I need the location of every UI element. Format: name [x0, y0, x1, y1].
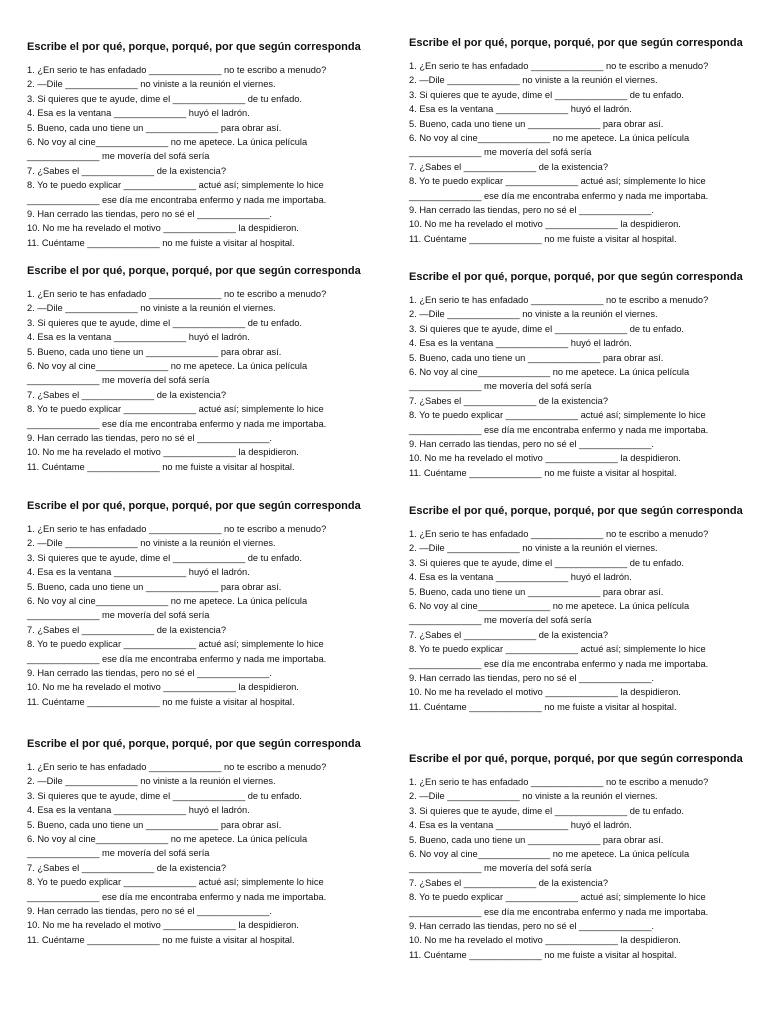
sentence-line: 10. No me ha revelado el motivo ______________ la despidieron. [409, 453, 681, 464]
exercise-block [27, 264, 377, 474]
sentence-line: ______________ ese día me encontraba enfermo y nada me importaba. [409, 190, 709, 201]
sentence-line: 5. Bueno, cada uno tiene un ______________ para obrar así. [27, 346, 282, 357]
sentence-line: ______________ ese día me encontraba enfermo y nada me importaba. [27, 418, 327, 429]
sentence-line: 6. No voy al cine______________ no me apetece. La única película [27, 834, 308, 845]
sentence-line: 5. Bueno, cada uno tiene un ______________ para obrar así. [409, 586, 664, 597]
sentence-line: 10. No me ha revelado el motivo ______________ la despidieron. [27, 920, 299, 931]
sentence-line: 8. Yo te puedo explicar ______________ actué así; simplemente lo hice [27, 404, 324, 415]
sentence-line: 1. ¿En serio te has enfadado ______________ no te escribo a menudo? [27, 524, 327, 534]
exercise-title: Escribe el por qué, porque, porqué, por que según corresponda [409, 505, 743, 517]
sentence-line: 10. No me ha revelado el motivo ______________ la despidieron. [27, 682, 299, 693]
exercise-title: Escribe el por qué, porque, porqué, por que según corresponda [409, 753, 743, 765]
sentence-line: 11. Cuéntame ______________ no me fuiste a visitar al hospital. [409, 233, 677, 244]
sentence-line: 4. Esa es la ventana ______________ huyó el ladrón. [409, 104, 632, 115]
sentence-line: 11. Cuéntame ______________ no me fuiste a visitar al hospital. [409, 701, 677, 712]
sentence-line: 7. ¿Sabes el ______________ de la existencia? [27, 862, 227, 873]
sentence-line: 7. ¿Sabes el ______________ de la existencia? [27, 624, 227, 635]
sentence-line: 2. —Dile ______________ no viniste a la reunión el viernes. [27, 79, 276, 90]
sentence-line: 2. —Dile ______________ no viniste a la reunión el viernes. [409, 75, 658, 86]
sentence-line: ______________ ese día me encontraba enfermo y nada me importaba. [409, 424, 709, 435]
sentence-line: 9. Han cerrado las tiendas, pero no sé el ______________. [409, 921, 654, 932]
sentence-line: 3. Si quieres que te ayude, dime el ______________ de tu enfado. [27, 552, 302, 563]
sentence-line: 10. No me ha revelado el motivo ______________ la despidieron. [27, 223, 299, 234]
exercise-block [409, 270, 759, 480]
sentence-line: 9. Han cerrado las tiendas, pero no sé el ______________. [409, 439, 654, 450]
sentence-line: 1. ¿En serio te has enfadado ______________ no te escribo a menudo? [409, 529, 709, 539]
sentence-line: 7. ¿Sabes el ______________ de la existencia? [27, 165, 227, 176]
sentence-line: 4. Esa es la ventana ______________ huyó el ladrón. [409, 338, 632, 349]
sentence-line: 9. Han cerrado las tiendas, pero no sé el ______________. [27, 433, 272, 444]
exercise-title: Escribe el por qué, porque, porqué, por que según corresponda [409, 37, 743, 49]
sentence-line: 1. ¿En serio te has enfadado ______________ no te escribo a menudo? [27, 289, 327, 299]
sentence-line: 6. No voy al cine______________ no me apetece. La única película [409, 367, 690, 378]
sentence-line: 5. Bueno, cada uno tiene un ______________ para obrar así. [27, 819, 282, 830]
sentence-line: 3. Si quieres que te ayude, dime el ______________ de tu enfado. [27, 93, 302, 104]
sentence-line: 8. Yo te puedo explicar ______________ actué así; simplemente lo hice [409, 892, 706, 903]
sentence-line: 2. —Dile ______________ no viniste a la reunión el viernes. [27, 538, 276, 549]
sentence-line: 11. Cuéntame ______________ no me fuiste a visitar al hospital. [27, 237, 295, 248]
sentence-line: 11. Cuéntame ______________ no me fuiste a visitar al hospital. [27, 461, 295, 472]
sentence-line: 9. Han cerrado las tiendas, pero no sé el ______________. [27, 668, 272, 679]
sentence-line: 1. ¿En serio te has enfadado ______________ no te escribo a menudo? [409, 295, 709, 305]
sentence-line: 5. Bueno, cada uno tiene un ______________ para obrar así. [409, 118, 664, 129]
exercise-block [27, 737, 377, 947]
sentence-line: 11. Cuéntame ______________ no me fuiste a visitar al hospital. [27, 934, 295, 945]
sentence-line: 9. Han cerrado las tiendas, pero no sé el ______________. [409, 673, 654, 684]
sentence-line: 7. ¿Sabes el ______________ de la existencia? [409, 877, 609, 888]
sentence-line: 9. Han cerrado las tiendas, pero no sé el ______________. [409, 205, 654, 216]
exercise-title: Escribe el por qué, porque, porqué, por que según corresponda [27, 738, 361, 750]
sentence-line: 8. Yo te puedo explicar ______________ actué así; simplemente lo hice [409, 410, 706, 421]
exercise-title: Escribe el por qué, porque, porqué, por que según corresponda [27, 500, 361, 512]
sentence-line: 8. Yo te puedo explicar ______________ actué así; simplemente lo hice [27, 877, 324, 888]
sentence-line: 10. No me ha revelado el motivo ______________ la despidieron. [409, 935, 681, 946]
sentence-line: ______________ me movería del sofá sería [409, 615, 592, 626]
sentence-line: 7. ¿Sabes el ______________ de la existencia? [409, 161, 609, 172]
sentence-line: 3. Si quieres que te ayude, dime el ______________ de tu enfado. [409, 557, 684, 568]
exercise-sentences [27, 760, 377, 947]
sentence-line: 10. No me ha revelado el motivo ______________ la despidieron. [409, 687, 681, 698]
sentence-line: 6. No voy al cine______________ no me apetece. La única película [409, 601, 690, 612]
sentence-line: ______________ ese día me encontraba enfermo y nada me importaba. [27, 653, 327, 664]
sentence-line: ______________ me movería del sofá sería [409, 863, 592, 874]
sentence-line: 2. —Dile ______________ no viniste a la reunión el viernes. [409, 309, 658, 320]
sentence-line: 3. Si quieres que te ayude, dime el ______________ de tu enfado. [27, 317, 302, 328]
sentence-line: 6. No voy al cine______________ no me apetece. La única película [27, 596, 308, 607]
sentence-line: 10. No me ha revelado el motivo ______________ la despidieron. [27, 447, 299, 458]
sentence-line: ______________ ese día me encontraba enfermo y nada me importaba. [409, 906, 709, 917]
exercise-block [409, 752, 759, 962]
sentence-line: 5. Bueno, cada uno tiene un ______________ para obrar así. [27, 581, 282, 592]
exercise-sentences [27, 522, 377, 709]
sentence-line: 5. Bueno, cada uno tiene un ______________ para obrar así. [409, 352, 664, 363]
exercise-sentences [27, 287, 377, 474]
sentence-line: ______________ ese día me encontraba enfermo y nada me importaba. [27, 194, 327, 205]
exercise-block [409, 36, 759, 246]
sentence-line: 4. Esa es la ventana ______________ huyó el ladrón. [27, 805, 250, 816]
sentence-line: 3. Si quieres que te ayude, dime el ______________ de tu enfado. [409, 805, 684, 816]
sentence-line: 5. Bueno, cada uno tiene un ______________ para obrar así. [409, 834, 664, 845]
exercise-block [27, 40, 377, 250]
sentence-line: 1. ¿En serio te has enfadado ______________ no te escribo a menudo? [409, 61, 709, 71]
sentence-line: 5. Bueno, cada uno tiene un ______________ para obrar así. [27, 122, 282, 133]
exercise-sentences [409, 293, 759, 480]
sentence-line: 8. Yo te puedo explicar ______________ actué así; simplemente lo hice [409, 176, 706, 187]
sentence-line: 2. —Dile ______________ no viniste a la reunión el viernes. [409, 791, 658, 802]
exercise-title: Escribe el por qué, porque, porqué, por que según corresponda [409, 271, 743, 283]
sentence-line: 2. —Dile ______________ no viniste a la reunión el viernes. [409, 543, 658, 554]
sentence-line: 7. ¿Sabes el ______________ de la existencia? [27, 389, 227, 400]
sentence-line: 3. Si quieres que te ayude, dime el ______________ de tu enfado. [409, 323, 684, 334]
sentence-line: 2. —Dile ______________ no viniste a la reunión el viernes. [27, 303, 276, 314]
sentence-line: 8. Yo te puedo explicar ______________ actué así; simplemente lo hice [27, 180, 324, 191]
sentence-line: 6. No voy al cine______________ no me apetece. La única película [27, 137, 308, 148]
exercise-sentences [27, 63, 377, 250]
sentence-line: 4. Esa es la ventana ______________ huyó el ladrón. [27, 567, 250, 578]
sentence-line: 1. ¿En serio te has enfadado ______________ no te escribo a menudo? [409, 777, 709, 787]
exercise-title: Escribe el por qué, porque, porqué, por que según corresponda [27, 265, 361, 277]
sentence-line: 7. ¿Sabes el ______________ de la existencia? [409, 629, 609, 640]
sentence-line: ______________ me movería del sofá sería [27, 151, 210, 162]
sentence-line: ______________ me movería del sofá sería [27, 375, 210, 386]
exercise-block [409, 504, 759, 714]
sentence-line: 8. Yo te puedo explicar ______________ actué así; simplemente lo hice [409, 644, 706, 655]
sentence-line: 9. Han cerrado las tiendas, pero no sé el ______________. [27, 209, 272, 220]
sentence-line: 1. ¿En serio te has enfadado ______________ no te escribo a menudo? [27, 65, 327, 75]
sentence-line: 4. Esa es la ventana ______________ huyó el ladrón. [27, 108, 250, 119]
sentence-line: ______________ ese día me encontraba enfermo y nada me importaba. [409, 658, 709, 669]
sentence-line: ______________ ese día me encontraba enfermo y nada me importaba. [27, 891, 327, 902]
sentence-line: 2. —Dile ______________ no viniste a la reunión el viernes. [27, 776, 276, 787]
sentence-line: 6. No voy al cine______________ no me apetece. La única película [27, 361, 308, 372]
sentence-line: 3. Si quieres que te ayude, dime el ______________ de tu enfado. [409, 89, 684, 100]
sentence-line: 11. Cuéntame ______________ no me fuiste a visitar al hospital. [27, 696, 295, 707]
sentence-line: 4. Esa es la ventana ______________ huyó el ladrón. [409, 820, 632, 831]
sentence-line: 10. No me ha revelado el motivo ______________ la despidieron. [409, 219, 681, 230]
sentence-line: 4. Esa es la ventana ______________ huyó el ladrón. [409, 572, 632, 583]
sentence-line: 6. No voy al cine______________ no me apetece. La única película [409, 849, 690, 860]
exercise-title: Escribe el por qué, porque, porqué, por que según corresponda [27, 41, 361, 53]
sentence-line: 1. ¿En serio te has enfadado ______________ no te escribo a menudo? [27, 762, 327, 772]
sentence-line: 4. Esa es la ventana ______________ huyó el ladrón. [27, 332, 250, 343]
exercise-sentences [409, 59, 759, 246]
exercise-block [27, 499, 377, 709]
sentence-line: 7. ¿Sabes el ______________ de la existencia? [409, 395, 609, 406]
sentence-line: 11. Cuéntame ______________ no me fuiste a visitar al hospital. [409, 467, 677, 478]
sentence-line: 3. Si quieres que te ayude, dime el ______________ de tu enfado. [27, 790, 302, 801]
sentence-line: 9. Han cerrado las tiendas, pero no sé el ______________. [27, 906, 272, 917]
exercise-sentences [409, 775, 759, 962]
sentence-line: 6. No voy al cine______________ no me apetece. La única película [409, 133, 690, 144]
sentence-line: 8. Yo te puedo explicar ______________ actué así; simplemente lo hice [27, 639, 324, 650]
sentence-line: 11. Cuéntame ______________ no me fuiste a visitar al hospital. [409, 949, 677, 960]
sentence-line: ______________ me movería del sofá sería [27, 610, 210, 621]
sentence-line: ______________ me movería del sofá sería [27, 848, 210, 859]
exercise-sentences [409, 527, 759, 714]
sentence-line: ______________ me movería del sofá sería [409, 147, 592, 158]
sentence-line: ______________ me movería del sofá sería [409, 381, 592, 392]
